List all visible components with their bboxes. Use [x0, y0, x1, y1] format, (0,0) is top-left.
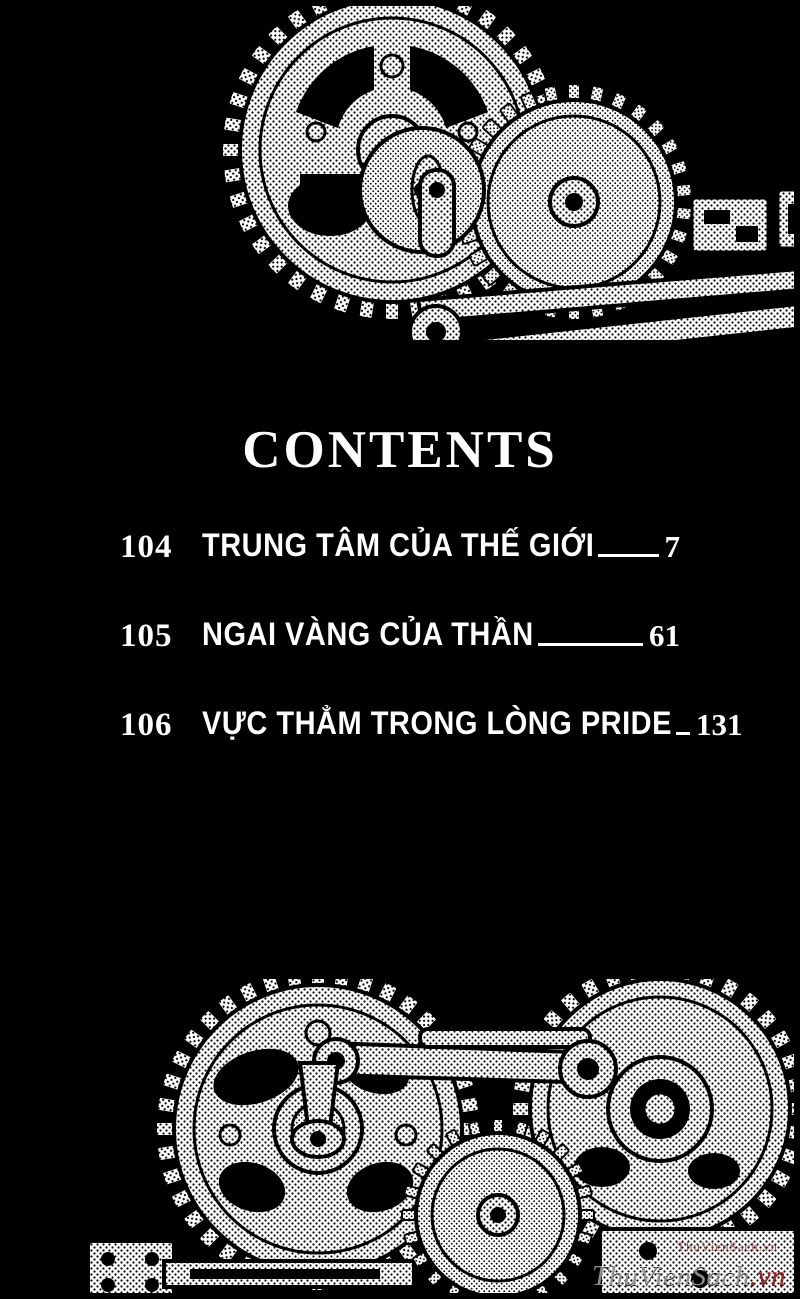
leader-dash: [598, 554, 658, 557]
list-item[interactable]: [120, 529, 680, 566]
list-item[interactable]: [120, 706, 743, 744]
chapter-title: NGAI VÀNG CỦA THẦN: [202, 617, 534, 653]
chapter-page-number: 61: [649, 618, 680, 653]
page-title: CONTENTS: [242, 421, 558, 479]
toc-list: [120, 528, 743, 744]
chapter-number: 106: [120, 707, 173, 743]
watermark-sub: ThuVienSach.vn: [677, 1239, 778, 1254]
chapter-page-number: 131: [695, 707, 743, 742]
leader-dash: [676, 732, 690, 735]
watermark-suffix: .vn: [749, 1260, 786, 1292]
chapter-title: TRUNG TÂM CỦA THẾ GIỚI: [202, 528, 595, 564]
watermark: [592, 1260, 786, 1293]
chapter-page-number: 7: [664, 529, 680, 564]
leader-dash: [538, 643, 643, 646]
watermark-text: ThuVienSach: [591, 1260, 750, 1292]
list-item[interactable]: [120, 618, 680, 655]
chapter-number: 104: [120, 529, 173, 565]
chapter-number: 105: [120, 618, 173, 654]
table-of-contents: [0, 421, 800, 744]
top-machinery-artwork: [0, 0, 800, 340]
chapter-title: VỰC THẲM TRONG LÒNG PRIDE: [202, 706, 672, 742]
